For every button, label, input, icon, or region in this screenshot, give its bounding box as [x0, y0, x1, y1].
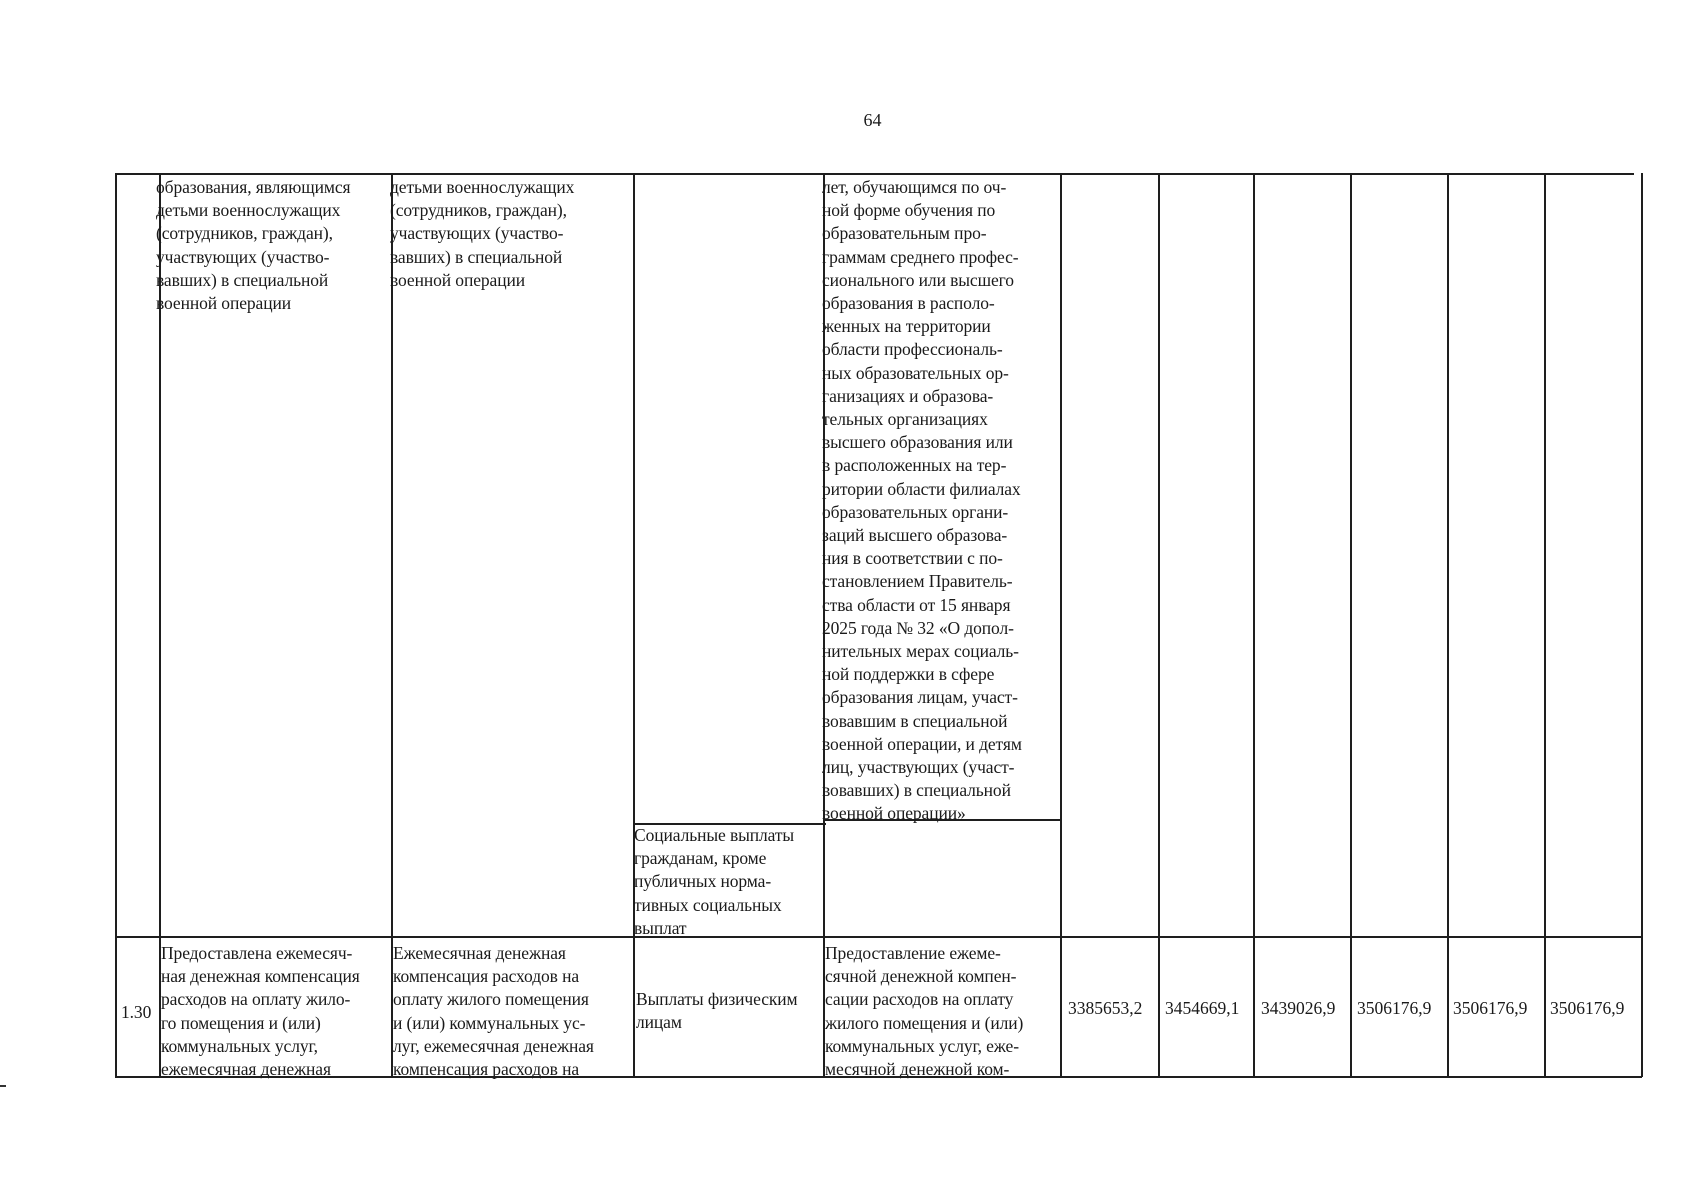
col-divider-8: [1350, 173, 1352, 1077]
row-result-cell: Предоставлена ежемесяч- ная денежная компенсация расходов на оплату жило- го помещения и (или) коммунальных услуг, ежемесячная денежная: [161, 943, 360, 1080]
row-description-cell: Предоставление ежеме- сячной денежной компен- сации расходов на оплату жилого помещения и (или) коммунальных услуг, еже- месячной денежной ком-: [825, 943, 1024, 1080]
value-cell-5: 3506176,9: [1453, 998, 1528, 1018]
col-divider-10: [1544, 173, 1546, 1077]
value-cell-1: 3385653,2: [1068, 998, 1143, 1018]
col-divider-6: [1158, 173, 1160, 1077]
row-number: 1.30: [121, 1002, 152, 1022]
value-cell-4: 3506176,9: [1357, 998, 1432, 1018]
table-right-border: [1641, 173, 1643, 1077]
value-cell-3: 3439026,9: [1261, 998, 1336, 1018]
col-divider-9: [1447, 173, 1449, 1077]
row-type-cell: Выплаты физическим лицам: [636, 989, 798, 1033]
col-divider-5: [1060, 173, 1062, 1077]
margin-mark: [0, 1085, 6, 1087]
row-event-cell: Ежемесячная денежная компенсация расходов на оплату жилого помещения и (или) коммунальных ус- луг, ежемесячная денежная компенсация расходов на: [393, 943, 594, 1080]
col-divider-7: [1253, 173, 1255, 1077]
row-separator: [115, 936, 1642, 938]
col-divider-3: [633, 173, 635, 1077]
value-cell-2: 3454669,1: [1165, 998, 1240, 1018]
page-number: 64: [863, 110, 882, 130]
cont-description-cell: лет, обучающимся по оч- ной форме обучения по образовательным про- граммам среднего профес- сионального или высшего образования в располо- женных на территории области профессиональ- ных образовательных ор- ганизациях и образова- тельных организациях высшего образования или в расположенных на тер- ритории области филиалах образовательных органи- заций высшего образова- ния в соответствии с по- становлением Правитель- ства области от 15 января 2025 года № 32 «О допол- нительных мерах социаль- ной поддержки в сфере образования лицам, участ- вовавшим в специальной военной операции, и детям лиц, участвующих (участ- вовавших) в специальной военной операции»: [822, 177, 1022, 824]
table-top-border: [115, 173, 1634, 175]
cont-type-cell: Социальные выплаты гражданам, кроме публичных норма- тивных социальных выплат: [634, 825, 795, 938]
value-cell-6: 3506176,9: [1550, 998, 1625, 1018]
cont-result-cell: образования, являющимся детьми военнослужащих (сотрудников, граждан), участвующих (участво- вавших) в специальной военной операции: [156, 177, 351, 314]
cont-event-cell: детьми военнослужащих (сотрудников, граждан), участвующих (участво- вавших) в специальной военной операции: [390, 177, 575, 290]
table-left-border: [115, 173, 117, 1077]
